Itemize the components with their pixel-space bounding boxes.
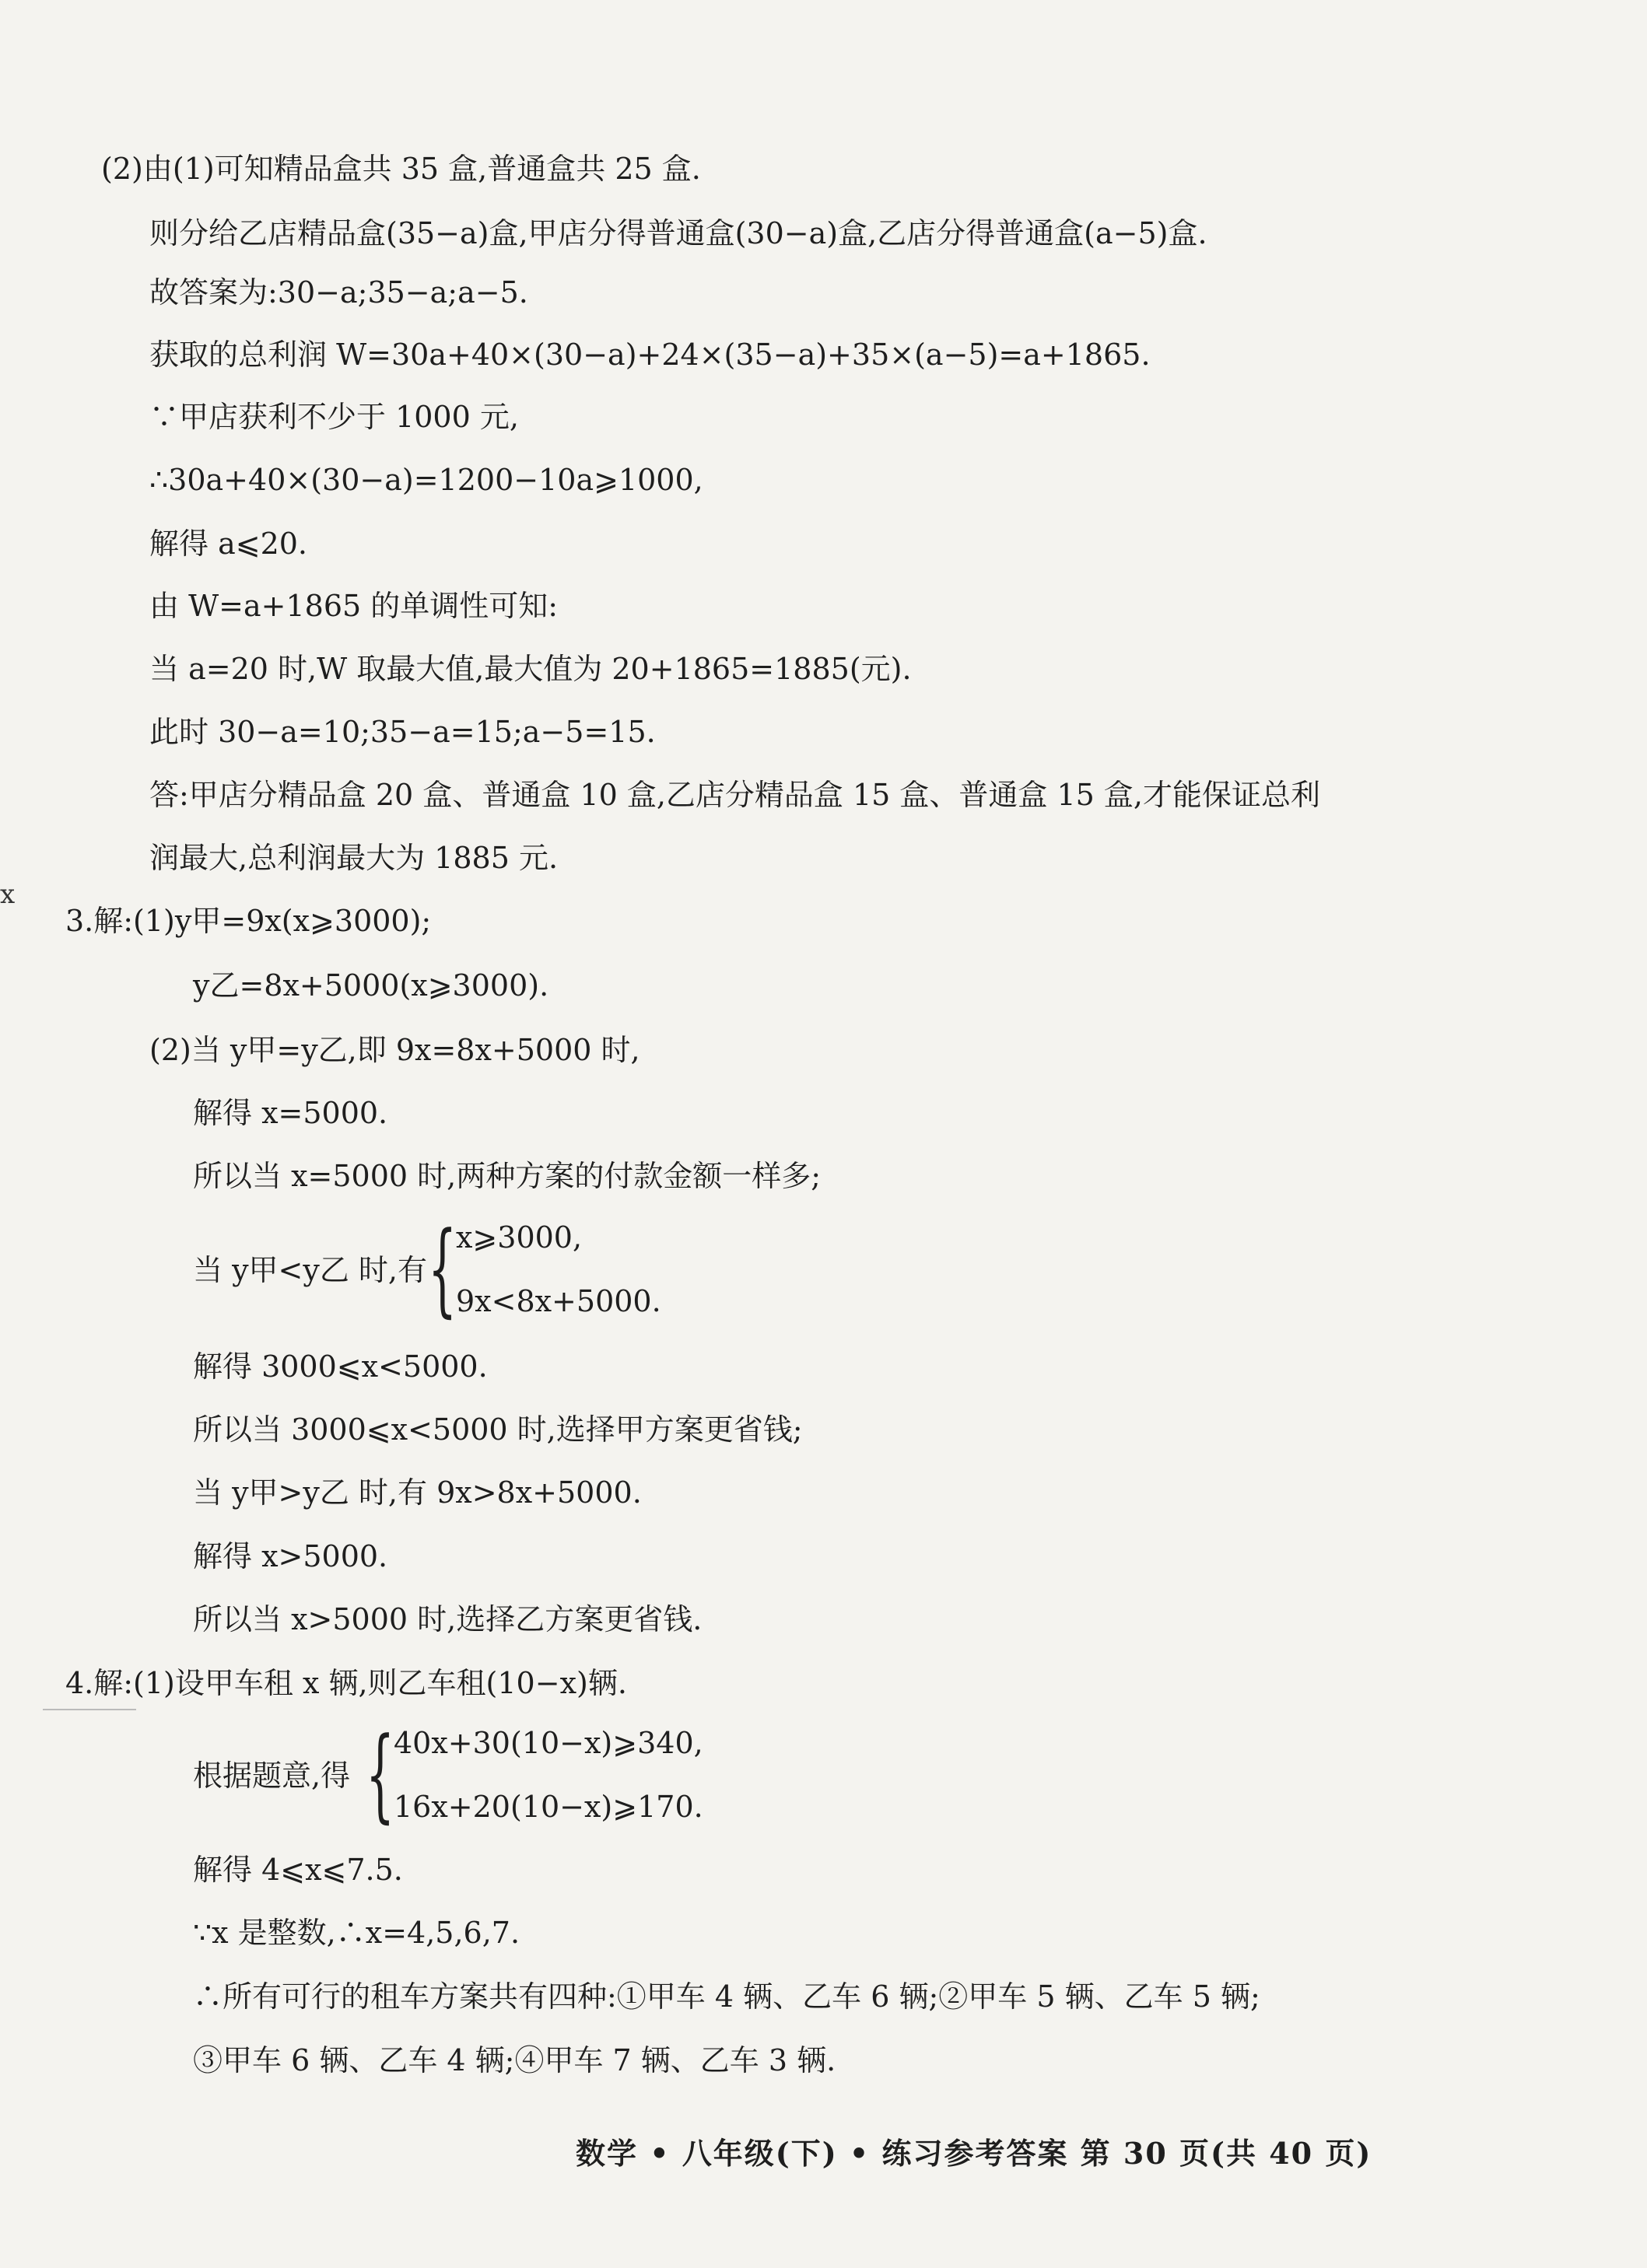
- text-line: 所以当 x=5000 时,两种方案的付款金额一样多;: [193, 1159, 822, 1193]
- text-line: 解得 a⩽20.: [149, 527, 308, 561]
- text-line: ③甲车 6 辆、乙车 4 辆;④甲车 7 辆、乙车 3 辆.: [193, 2043, 836, 2077]
- text-line: (2)当 y甲=y乙,即 9x=8x+5000 时,: [149, 1033, 640, 1067]
- text-line: ∵x 是整数,∴x=4,5,6,7.: [193, 1916, 520, 1950]
- system-row: 40x+30(10−x)⩾340,: [394, 1726, 703, 1760]
- text-line: 故答案为:30−a;35−a;a−5.: [149, 275, 528, 310]
- brace-icon: {: [428, 1209, 457, 1328]
- system-row: x⩾3000,: [456, 1220, 583, 1255]
- text-line: 由 W=a+1865 的单调性可知:: [149, 589, 559, 623]
- text-line: 解得 x=5000.: [193, 1096, 388, 1130]
- system-row: 9x<8x+5000.: [456, 1284, 661, 1318]
- text-line: ∵甲店获利不少于 1000 元,: [149, 400, 519, 434]
- brace-icon: {: [366, 1715, 395, 1833]
- text-line: (2)由(1)可知精品盒共 35 盒,普通盒共 25 盒.: [101, 152, 701, 186]
- text-line: 获取的总利润 W=30a+40×(30−a)+24×(35−a)+35×(a−5)=a+1865.: [149, 338, 1151, 372]
- system-lead-text: 当 y甲<y乙 时,有: [193, 1253, 428, 1287]
- text-line: ∴所有可行的租车方案共有四种:①甲车 4 辆、乙车 6 辆;②甲车 5 辆、乙车 5 辆;: [193, 1979, 1260, 2014]
- page-footer: 数学 • 八年级(下) • 练习参考答案 第 30 页(共 40 页): [576, 2136, 1372, 2171]
- text-line: 解得 4⩽x⩽7.5.: [193, 1853, 403, 1887]
- problem-3-heading: 3.解:(1)y甲=9x(x⩾3000);: [65, 904, 432, 938]
- margin-mark: x: [0, 879, 16, 910]
- system-lead-text: 根据题意,得: [193, 1759, 351, 1793]
- system-row: 16x+20(10−x)⩾170.: [394, 1790, 703, 1824]
- text-line: ∴30a+40×(30−a)=1200−10a⩾1000,: [149, 463, 703, 497]
- text-line: 答:甲店分精品盒 20 盒、普通盒 10 盒,乙店分精品盒 15 盒、普通盒 15 盒,才能保证总利: [149, 778, 1321, 812]
- problem-4-heading: 4.解:(1)设甲车租 x 辆,则乙车租(10−x)辆.: [65, 1666, 627, 1700]
- text-line: 则分给乙店精品盒(35−a)盒,甲店分得普通盒(30−a)盒,乙店分得普通盒(a−5)盒.: [149, 216, 1207, 250]
- margin-rule: [43, 1709, 136, 1710]
- text-line: 此时 30−a=10;35−a=15;a−5=15.: [149, 715, 656, 749]
- text-line: 当 y甲>y乙 时,有 9x>8x+5000.: [193, 1475, 642, 1510]
- text-line: 所以当 x>5000 时,选择乙方案更省钱.: [193, 1602, 703, 1636]
- text-line: 润最大,总利润最大为 1885 元.: [149, 841, 559, 875]
- text-line: 所以当 3000⩽x<5000 时,选择甲方案更省钱;: [193, 1412, 803, 1447]
- text-line: 当 a=20 时,W 取最大值,最大值为 20+1865=1885(元).: [149, 652, 912, 686]
- text-line: 解得 3000⩽x<5000.: [193, 1349, 488, 1384]
- text-line: y乙=8x+5000(x⩾3000).: [193, 968, 549, 1003]
- text-line: 解得 x>5000.: [193, 1539, 388, 1573]
